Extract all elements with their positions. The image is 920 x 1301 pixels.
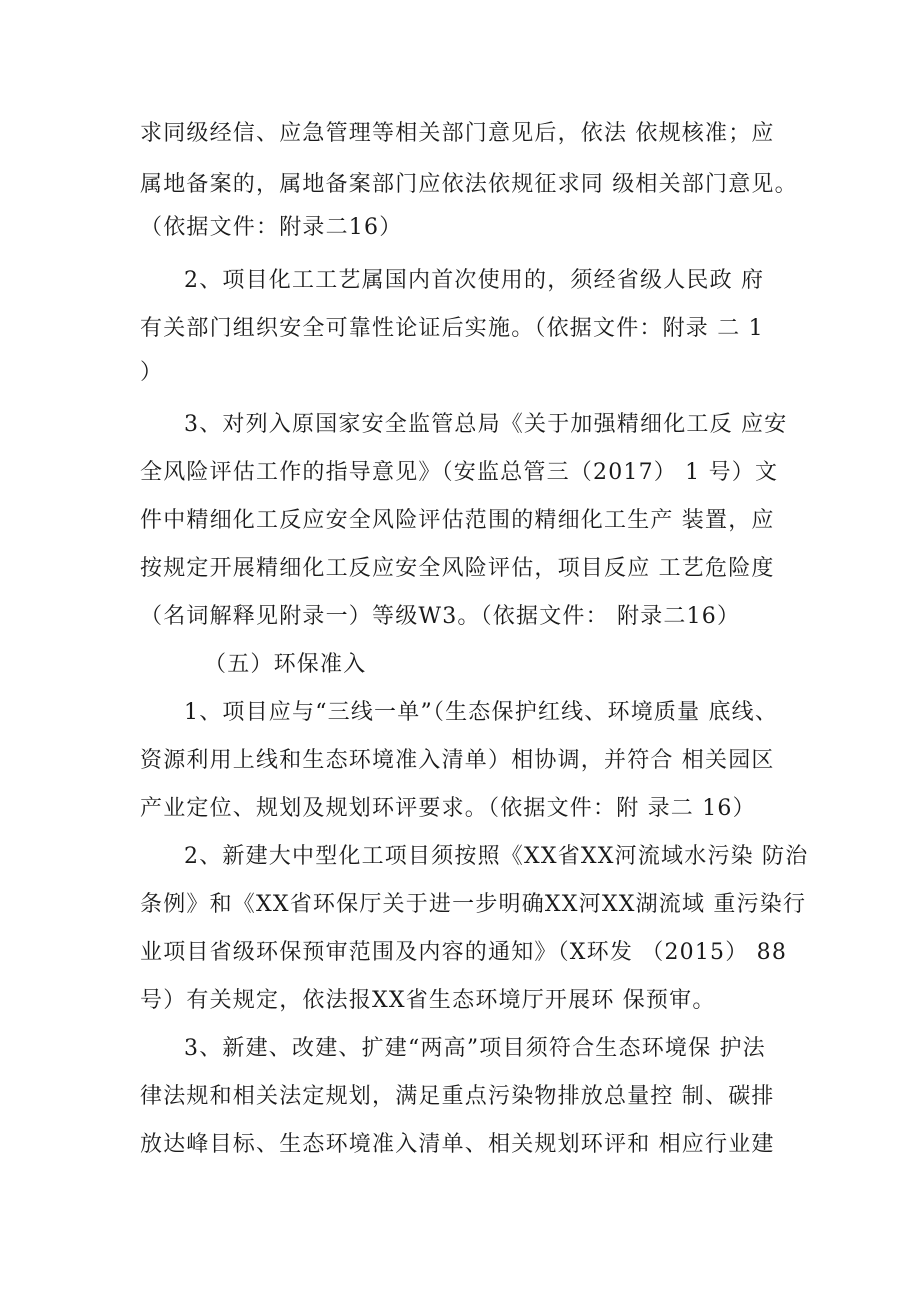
text-line: 1、项目应与“三线一单”（生态保护红线、环境质量 底线、 — [184, 700, 779, 725]
text-line: 件中精细化工反应安全风险评估范围的精细化工生产 装置，应 — [140, 508, 775, 533]
text-line: 按规定开展精细化工反应安全风险评估，项目反应 工艺危险度 — [140, 556, 775, 581]
section-heading: （五）环保准入 — [204, 652, 367, 677]
text-line: 业项目省级环保预审范围及内容的通知》（X环发 （2015） 88 — [140, 940, 788, 965]
text-line: 全风险评估工作的指导意见》（安监总管三（2017） 1 号）文 — [140, 460, 779, 485]
text-line: （名词解释见附录一）等级W3。（依据文件： 附录二16） — [140, 604, 741, 629]
text-line: 资源利用上线和生态环境准入清单）相协调，并符合 相关园区 — [140, 748, 775, 773]
text-line: 属地备案的，属地备案部门应依法依规征求同 级相关部门意见。 — [140, 172, 798, 197]
text-line: 3、新建、改建、扩建“两高”项目须符合生态环境保 护法 — [184, 1036, 766, 1061]
text-line: 有关部门组织安全可靠性论证后实施。（依据文件：附录 二 1 — [140, 316, 764, 341]
text-line: 条例》和《XX省环保厅关于进一步明确XX河XX湖流域 重污染行 — [140, 892, 807, 917]
text-line: 2、新建大中型化工项目须按照《XX省XX河流域水污染 防治 — [184, 844, 809, 869]
text-line: 3、对列入原国家安全监管总局《关于加强精细化工反 应安 — [184, 412, 788, 437]
text-line: 产业定位、规划及规划环评要求。（依据文件：附 录二 16） — [140, 796, 756, 821]
text-line: 号）有关规定，依法报XX省生态环境厅开展环 保预审。 — [140, 988, 716, 1013]
text-line: 2、项目化工工艺属国内首次使用的，须经省级人民政 府 — [184, 268, 765, 293]
text-line: 放达峰目标、生态环境准入清单、相关规划环评和 相应行业建 — [140, 1132, 775, 1157]
text-line: 求同级经信、应急管理等相关部门意见后，依法 依规核准；应 — [140, 121, 775, 146]
text-line: 律法规和相关法定规划，满足重点污染物排放总量控 制、碳排 — [140, 1084, 775, 1109]
text-line: （依据文件：附录二16） — [140, 215, 403, 240]
text-line: ） — [140, 360, 164, 385]
